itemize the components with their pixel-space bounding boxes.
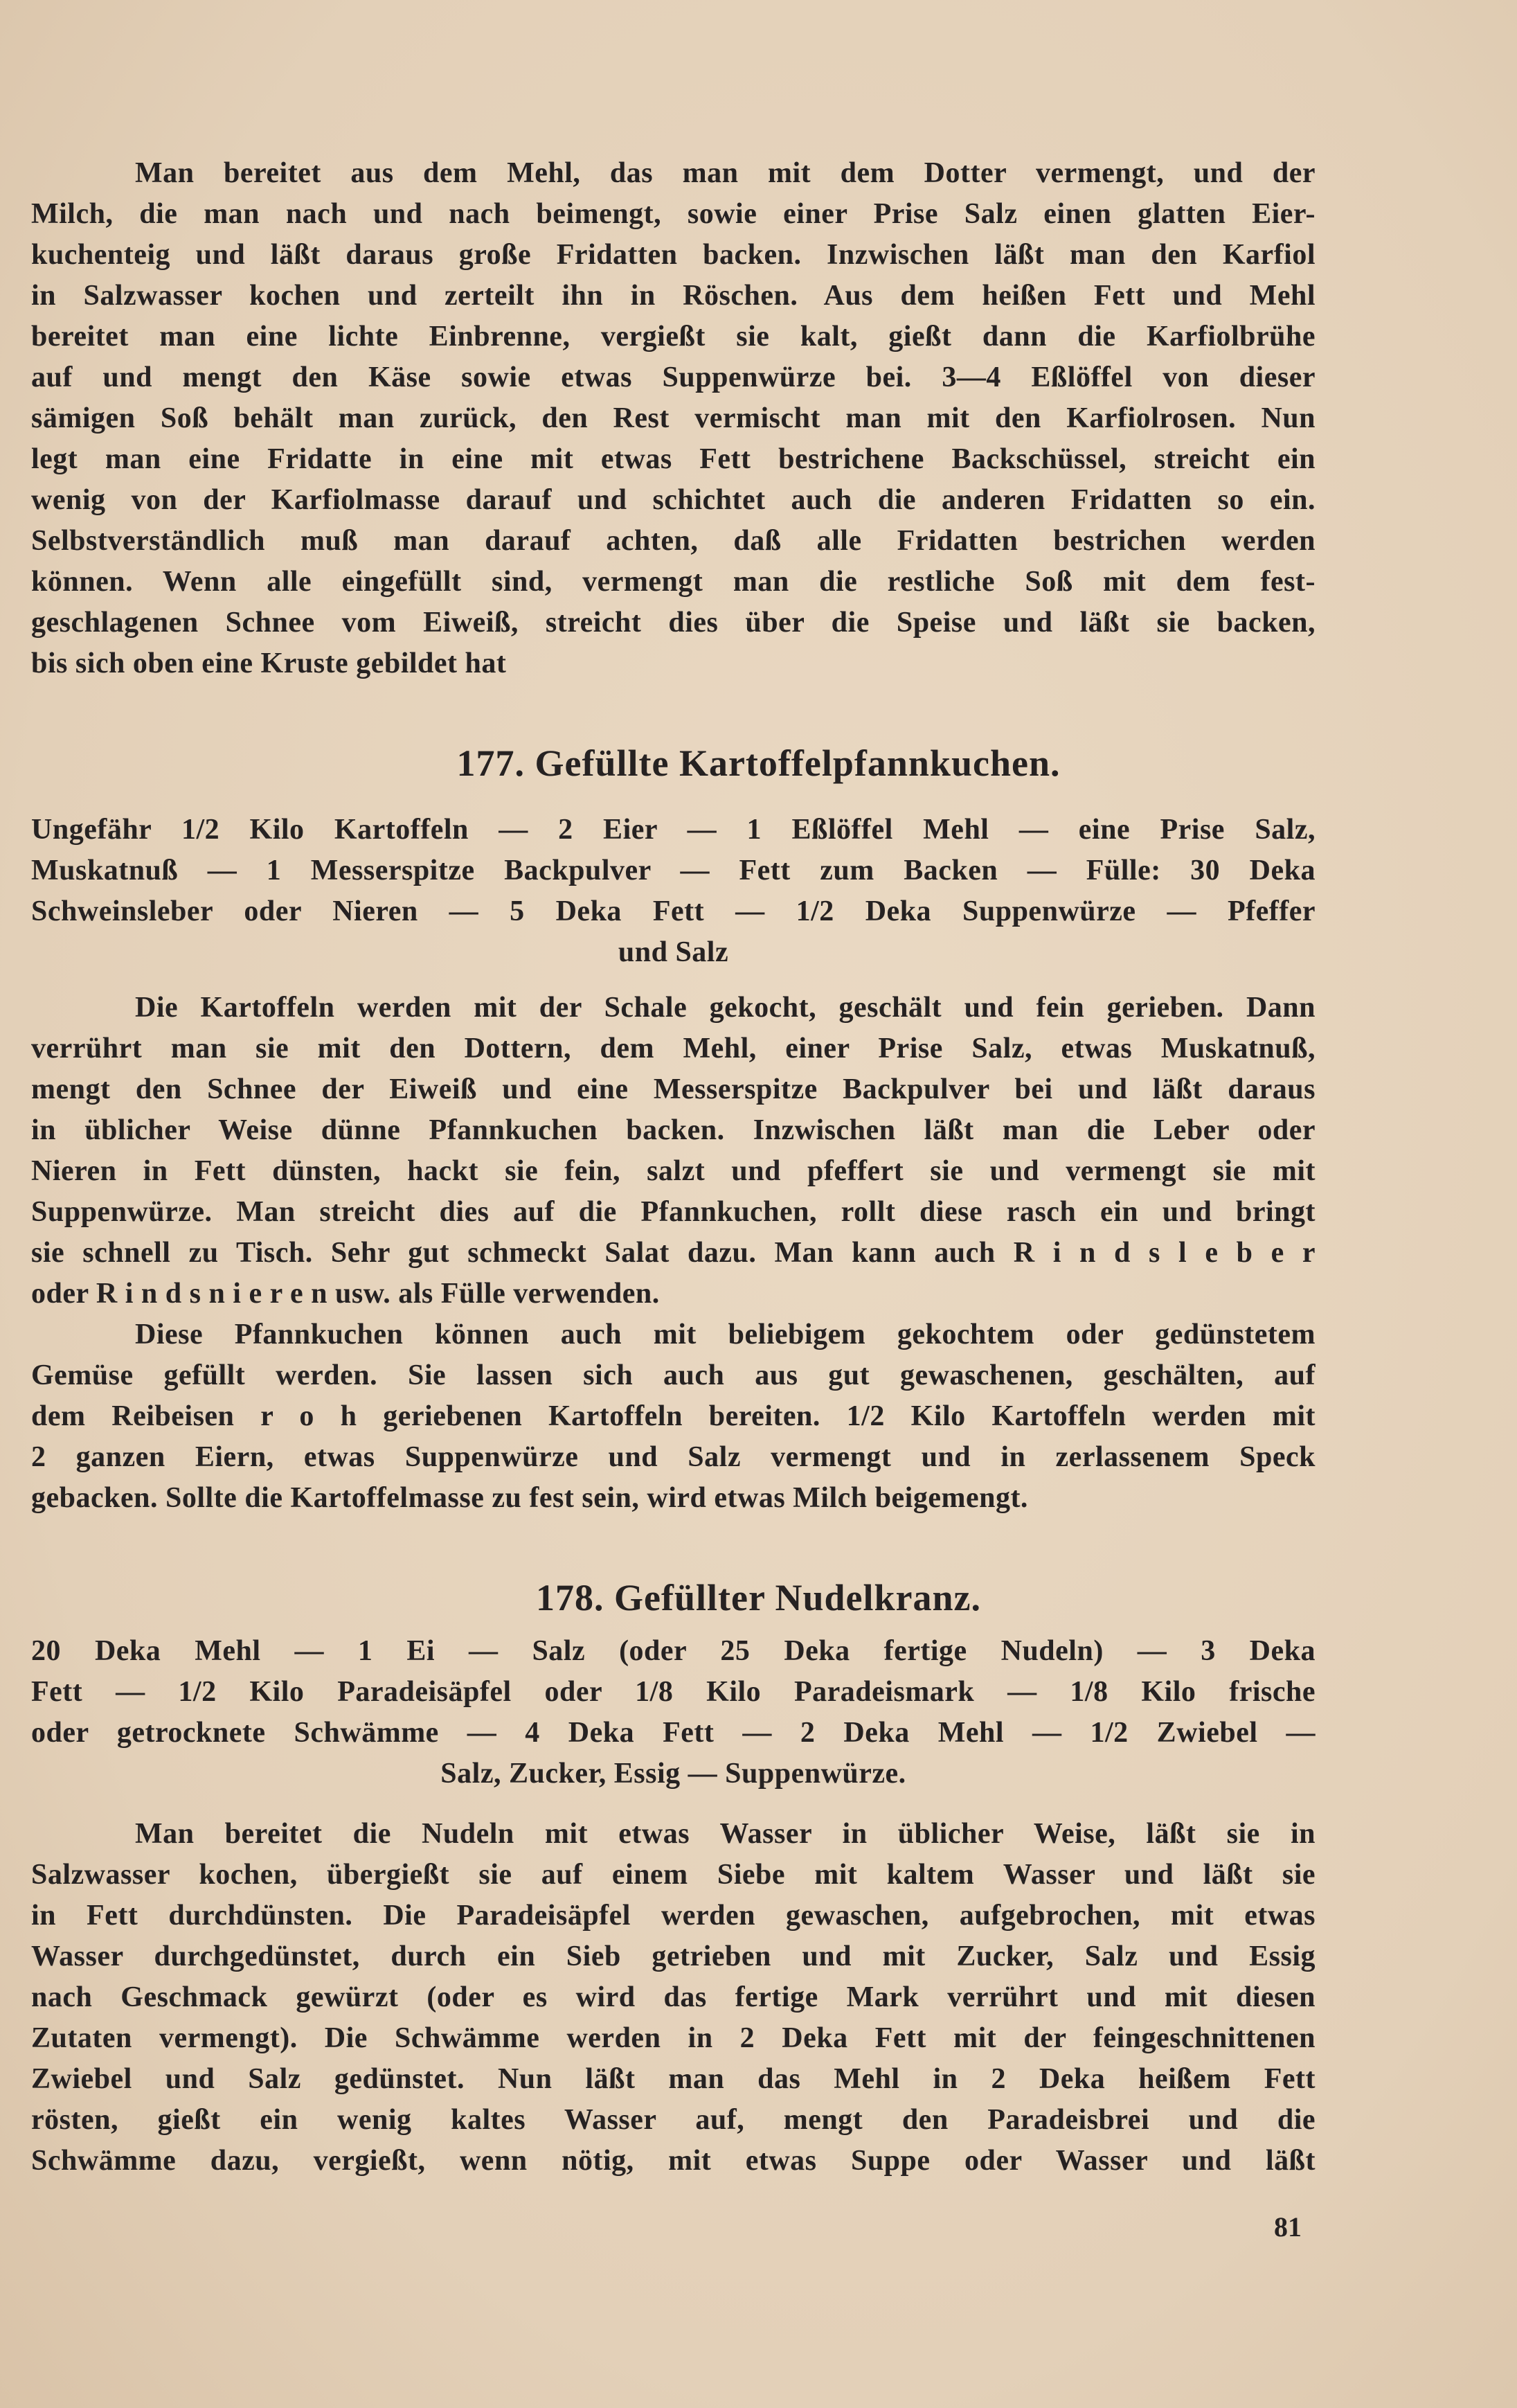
text-line: Muskatnuß — 1 Messerspitze Backpulver — Fett zum Backen — Fülle: 30 Deka (31, 855, 1316, 886)
text-line: in Fett durchdünsten. Die Paradeisäpfel werden gewaschen, aufgebrochen, mit etwas (31, 1900, 1316, 1932)
text-line: sie schnell zu Tisch. Sehr gut schmeckt Salat dazu. Man kann auch R i n d s l e b e r (31, 1237, 1316, 1269)
recipe-178-body (31, 1814, 1316, 2182)
text-line: Schweinsleber oder Nieren — 5 Deka Fett — 1/2 Deka Suppenwürze — Pfeffer (31, 895, 1316, 927)
text-line: Gemüse gefüllt werden. Sie lassen sich auch aus gut gewaschenen, geschälten, auf (31, 1359, 1316, 1391)
text-line: Man bereitet aus dem Mehl, das man mit dem Dotter vermengt, und der (135, 157, 1316, 189)
recipe-178-title: 178. Gefüllter Nudelkranz. (536, 1577, 981, 1618)
text-line: verrührt man sie mit den Dottern, dem Mehl, einer Prise Salz, etwas Muskatnuß, (31, 1033, 1316, 1064)
text-line: in üblicher Weise dünne Pfannkuchen backen. Inzwischen läßt man die Leber oder (31, 1114, 1316, 1146)
text-line: 2 ganzen Eiern, etwas Suppenwürze und Salz vermengt und in zerlassenem Speck (31, 1441, 1316, 1473)
page-number: 81 (1274, 2211, 1302, 2242)
text-line: wenig von der Karfiolmasse darauf und schichtet auch die anderen Fridatten so ein. (31, 484, 1316, 516)
text-line: Milch, die man nach und nach beimengt, sowie einer Prise Salz einen glatten Eier- (31, 198, 1316, 230)
text-line: Ungefähr 1/2 Kilo Kartoffeln — 2 Eier — 1 Eßlöffel Mehl — eine Prise Salz, (31, 814, 1316, 846)
text-line: mengt den Schnee der Eiweiß und eine Messerspitze Backpulver bei und läßt daraus (31, 1073, 1316, 1105)
text-line: Salzwasser kochen, übergießt sie auf einem Siebe mit kaltem Wasser und läßt sie (31, 1859, 1316, 1891)
text-line: 20 Deka Mehl — 1 Ei — Salz (oder 25 Deka fertige Nudeln) — 3 Deka (31, 1635, 1316, 1667)
text-line: oder getrocknete Schwämme — 4 Deka Fett — 2 Deka Mehl — 1/2 Zwiebel — (31, 1717, 1316, 1749)
text-line: Zwiebel und Salz gedünstet. Nun läßt man das Mehl in 2 Deka heißem Fett (31, 2063, 1316, 2095)
text-line: Fett — 1/2 Kilo Paradeisäpfel oder 1/8 Kilo Paradeismark — 1/8 Kilo frische (31, 1676, 1316, 1708)
text-line: legt man eine Fridatte in eine mit etwas Fett bestrichene Backschüssel, streicht ein (31, 443, 1316, 475)
text-line: Nieren in Fett dünsten, hackt sie fein, salzt und pfeffert sie und vermengt sie mit (31, 1155, 1316, 1187)
text-line: Zutaten vermengt). Die Schwämme werden in 2 Deka Fett mit der feingeschnittenen (31, 2022, 1316, 2054)
text-line: Selbstverständlich muß man darauf achten, daß alle Fridatten bestrichen werden (31, 525, 1316, 557)
recipe-178-ingredients (31, 1631, 1316, 1794)
recipe-177-body (31, 988, 1316, 1519)
text-line: bis sich oben eine Kruste gebildet hat (31, 648, 507, 679)
text-line: dem Reibeisen r o h geriebenen Kartoffeln bereiten. 1/2 Kilo Kartoffeln werden mit (31, 1400, 1316, 1432)
text-line: bereitet man eine lichte Einbrenne, vergießt sie kalt, gießt dann die Karfiolbrühe (31, 321, 1316, 353)
text-line: Schwämme dazu, vergießt, wenn nötig, mit etwas Suppe oder Wasser und läßt (31, 2145, 1316, 2177)
text-line: Diese Pfannkuchen können auch mit beliebigem gekochtem oder gedünstetem (135, 1319, 1316, 1350)
recipe-177-ingredients (31, 810, 1316, 973)
text-line: Man bereitet die Nudeln mit etwas Wasser in üblicher Weise, läßt sie in (135, 1818, 1316, 1850)
text-line: Die Kartoffeln werden mit der Schale gekocht, geschält und fein gerieben. Dann (135, 992, 1316, 1024)
text-line: in Salzwasser kochen und zerteilt ihn in Röschen. Aus dem heißen Fett und Mehl (31, 280, 1316, 312)
text-line: auf und mengt den Käse sowie etwas Suppenwürze bei. 3—4 Eßlöffel von dieser (31, 362, 1316, 393)
text-line: Wasser durchgedünstet, durch ein Sieb getrieben und mit Zucker, Salz und Essig (31, 1941, 1316, 1972)
text-line: können. Wenn alle eingefüllt sind, vermengt man die restliche Soß mit dem fest- (31, 566, 1316, 598)
text-line: Salz, Zucker, Essig — Suppenwürze. (440, 1758, 906, 1790)
text-line: kuchenteig und läßt daraus große Fridatten backen. Inzwischen läßt man den Karfiol (31, 239, 1316, 271)
text-line: geschlagenen Schnee vom Eiweiß, streicht dies über die Speise und läßt sie backen, (31, 607, 1316, 639)
text-line: sämigen Soß behält man zurück, den Rest vermischt man mit den Karfiolrosen. Nun (31, 402, 1316, 434)
recipe-177-title: 177. Gefüllte Kartoffelpfannkuchen. (456, 742, 1061, 784)
text-line: rösten, gießt ein wenig kaltes Wasser auf, mengt den Paradeisbrei und die (31, 2104, 1316, 2136)
text-line: nach Geschmack gewürzt (oder es wird das fertige Mark verrührt und mit diesen (31, 1981, 1316, 2013)
intro-paragraph (31, 153, 1316, 684)
text-line: Suppenwürze. Man streicht dies auf die Pfannkuchen, rollt diese rasch ein und bringt (31, 1196, 1316, 1228)
text-line: gebacken. Sollte die Kartoffelmasse zu fest sein, wird etwas Milch beigemengt. (31, 1482, 1028, 1514)
text-line: oder R i n d s n i e r e n usw. als Fülle verwenden. (31, 1278, 660, 1310)
text-line: und Salz (618, 936, 729, 968)
